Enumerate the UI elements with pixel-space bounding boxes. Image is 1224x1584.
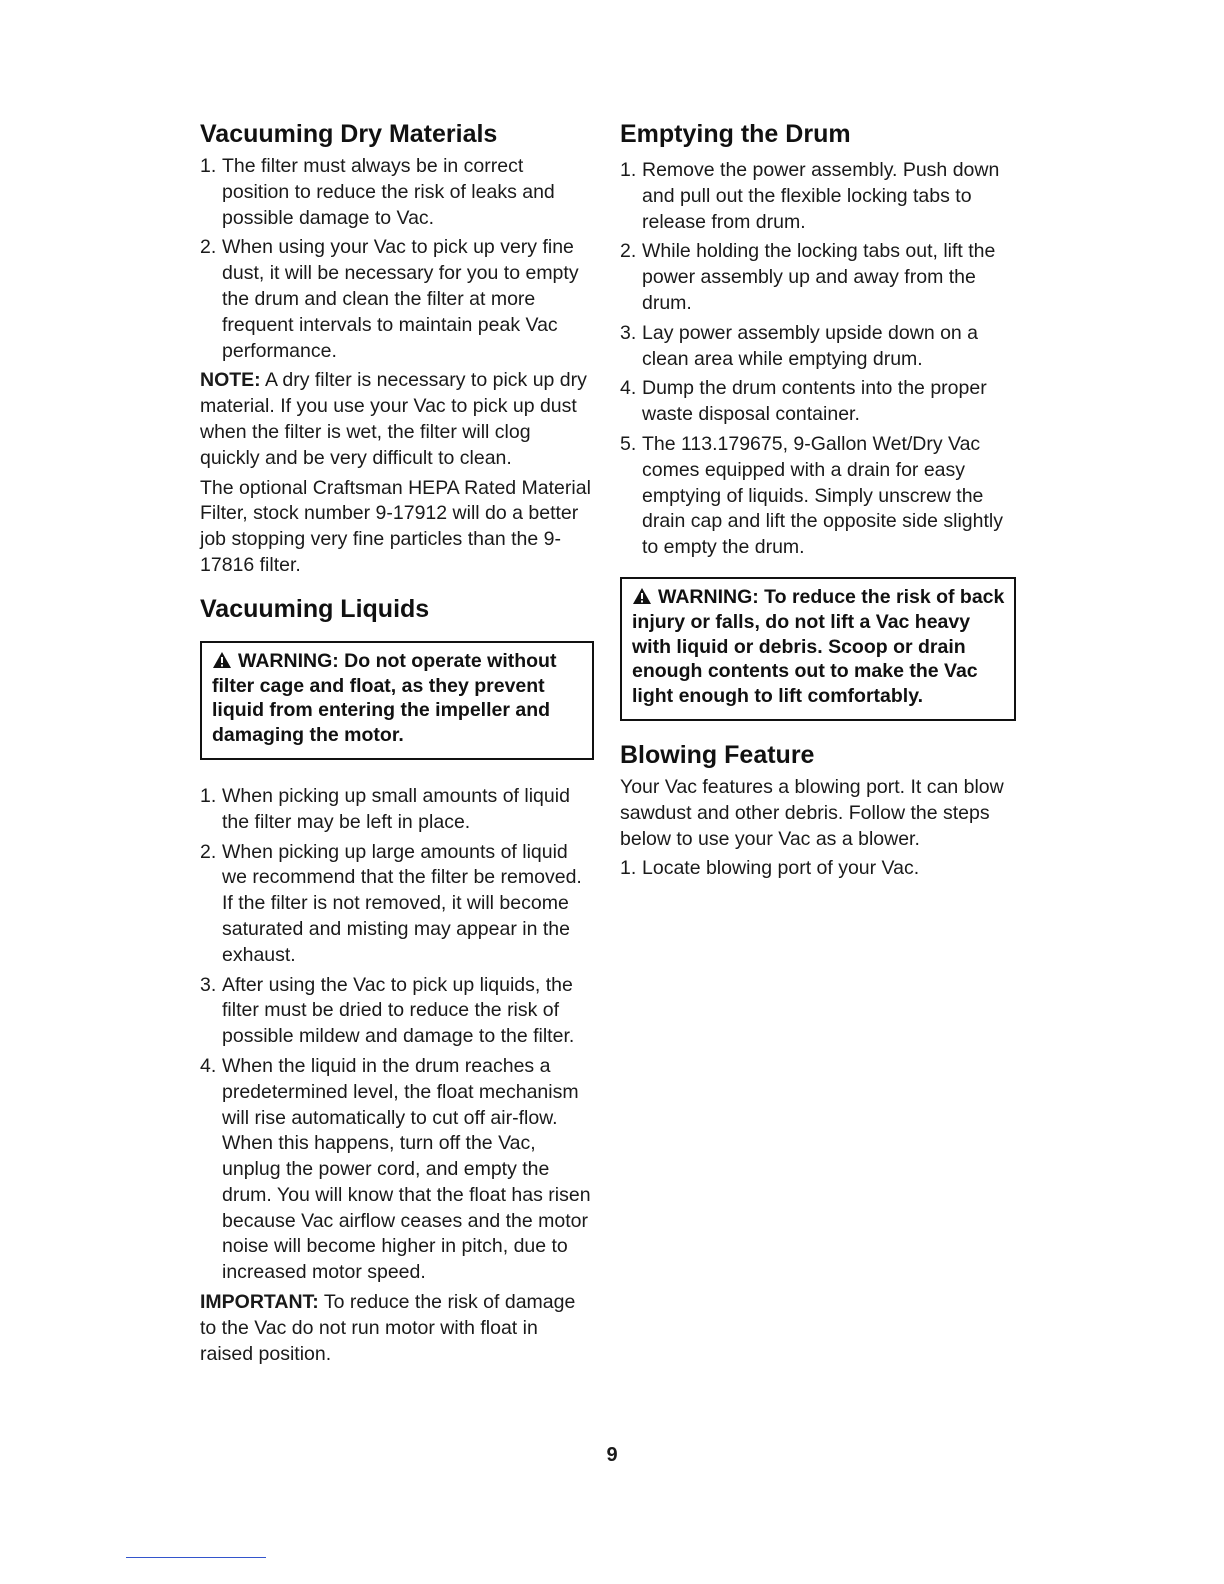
list-item bbox=[200, 235, 594, 364]
list-item bbox=[620, 158, 1016, 235]
list-item bbox=[200, 784, 594, 836]
note-paragraph bbox=[200, 368, 594, 471]
important-text: To reduce the risk of damage to the Vac do not run motor with float in raised position. bbox=[200, 1291, 576, 1365]
section-title-blowing-feature: Blowing Feature bbox=[620, 740, 815, 769]
list-item bbox=[200, 973, 594, 1050]
note-label: NOTE: bbox=[200, 369, 261, 392]
list-item bbox=[620, 239, 1016, 316]
warning-triangle-icon bbox=[632, 587, 652, 605]
list-item bbox=[620, 376, 1016, 428]
list-number: 2. bbox=[200, 840, 217, 863]
list-number: 3. bbox=[620, 321, 637, 344]
section-title-emptying-drum: Emptying the Drum bbox=[620, 120, 851, 148]
list-item bbox=[620, 432, 1016, 561]
list-item bbox=[200, 154, 594, 231]
list-number: 1. bbox=[200, 784, 217, 807]
list-item bbox=[200, 840, 594, 969]
important-label: IMPORTANT: bbox=[200, 1291, 319, 1314]
emptying-drum-list bbox=[620, 158, 1016, 561]
list-text: Dump the drum contents into the proper waste disposal container. bbox=[642, 377, 987, 426]
list-text: After using the Vac to pick up liquids, the filter must be dried to reduce the risk of possible mildew and damage to the filter. bbox=[222, 973, 575, 1048]
page-number: 9 bbox=[606, 1444, 618, 1466]
liquids-warning-text: WARNING: Do not operate without filter cage and float, as they prevent liquid from entering the impeller and damaging the motor. bbox=[212, 649, 557, 747]
blowing-list bbox=[620, 856, 1016, 882]
list-number: 4. bbox=[200, 1054, 217, 1077]
liquids-warning-box bbox=[200, 641, 594, 760]
list-text: Remove the power assembly. Push down and pull out the flexible locking tabs to release from drum. bbox=[642, 159, 1000, 233]
right-column bbox=[620, 118, 1016, 886]
note-text: A dry filter is necessary to pick up dry material. If you use your Vac to pick up dust when the filter is wet, the filter will clog quickly and be very difficult to clean. bbox=[200, 369, 587, 469]
important-paragraph bbox=[200, 1290, 594, 1367]
list-number: 2. bbox=[200, 236, 217, 259]
list-number: 1. bbox=[200, 155, 217, 177]
drum-warning-box bbox=[620, 577, 1016, 721]
list-text: While holding the locking tabs out, lift the power assembly up and away from the drum. bbox=[642, 240, 996, 314]
list-text: When picking up small amounts of liquid the filter may be left in place. bbox=[222, 784, 570, 833]
list-item bbox=[620, 856, 1016, 882]
list-text: The filter must always be in correct position to reduce the risk of leaks and possible damage to Vac. bbox=[222, 155, 555, 229]
drum-warning-text: WARNING: To reduce the risk of back injury or falls, do not lift a Vac heavy with liquid or debris. Scoop or drain enough contents out to make the Vac light enough to lift comfortably. bbox=[632, 585, 1005, 708]
list-number: 1. bbox=[620, 159, 637, 181]
list-item bbox=[620, 321, 1016, 373]
list-text: Lay power assembly upside down on a clean area while emptying drum. bbox=[642, 321, 979, 370]
dry-materials-list bbox=[200, 154, 594, 364]
section-title-dry-materials: Vacuuming Dry Materials bbox=[200, 120, 498, 148]
list-text: When using your Vac to pick up very fine dust, it will be necessary for you to empty the drum and clean the filter at more frequent intervals to maintain peak Vac performance. bbox=[222, 236, 579, 362]
section-title-liquids: Vacuuming Liquids bbox=[200, 594, 430, 623]
list-number: 4. bbox=[620, 377, 637, 400]
footer-rule bbox=[126, 1557, 266, 1558]
list-text: When the liquid in the drum reaches a predetermined level, the float mechanism will rise automatically to cut off air-flow. When this happens, turn off the Vac, unplug the power cord, and empty the drum. You will know that the float has risen because Vac airflow ceases and the motor noise will become higher in pitch, due to increased motor speed. bbox=[222, 1054, 591, 1284]
list-number: 5. bbox=[620, 432, 637, 455]
warning-triangle-icon bbox=[212, 651, 232, 669]
left-column bbox=[200, 118, 594, 1371]
list-text: Locate blowing port of your Vac. bbox=[642, 857, 920, 880]
liquids-list bbox=[200, 784, 594, 1286]
list-number: 2. bbox=[620, 240, 637, 263]
hepa-paragraph: The optional Craftsman HEPA Rated Material Filter, stock number 9-17912 will do a better job stopping very fine particles than the 9-17816 filter. bbox=[200, 476, 591, 576]
list-text: The 113.179675, 9-Gallon Wet/Dry Vac comes equipped with a drain for easy emptying of liquids. Simply unscrew the drain cap and lift the opposite side slightly to empty the drum. bbox=[642, 432, 1003, 559]
list-number: 1. bbox=[620, 857, 637, 880]
list-number: 3. bbox=[200, 973, 217, 996]
blowing-paragraph: Your Vac features a blowing port. It can blow sawdust and other debris. Follow the steps below to use your Vac as a blower. bbox=[620, 775, 1004, 850]
list-text: When picking up large amounts of liquid we recommend that the filter be removed. If the filter is not removed, it will become saturated and misting may appear in the exhaust. bbox=[222, 840, 582, 966]
list-item bbox=[200, 1054, 594, 1286]
